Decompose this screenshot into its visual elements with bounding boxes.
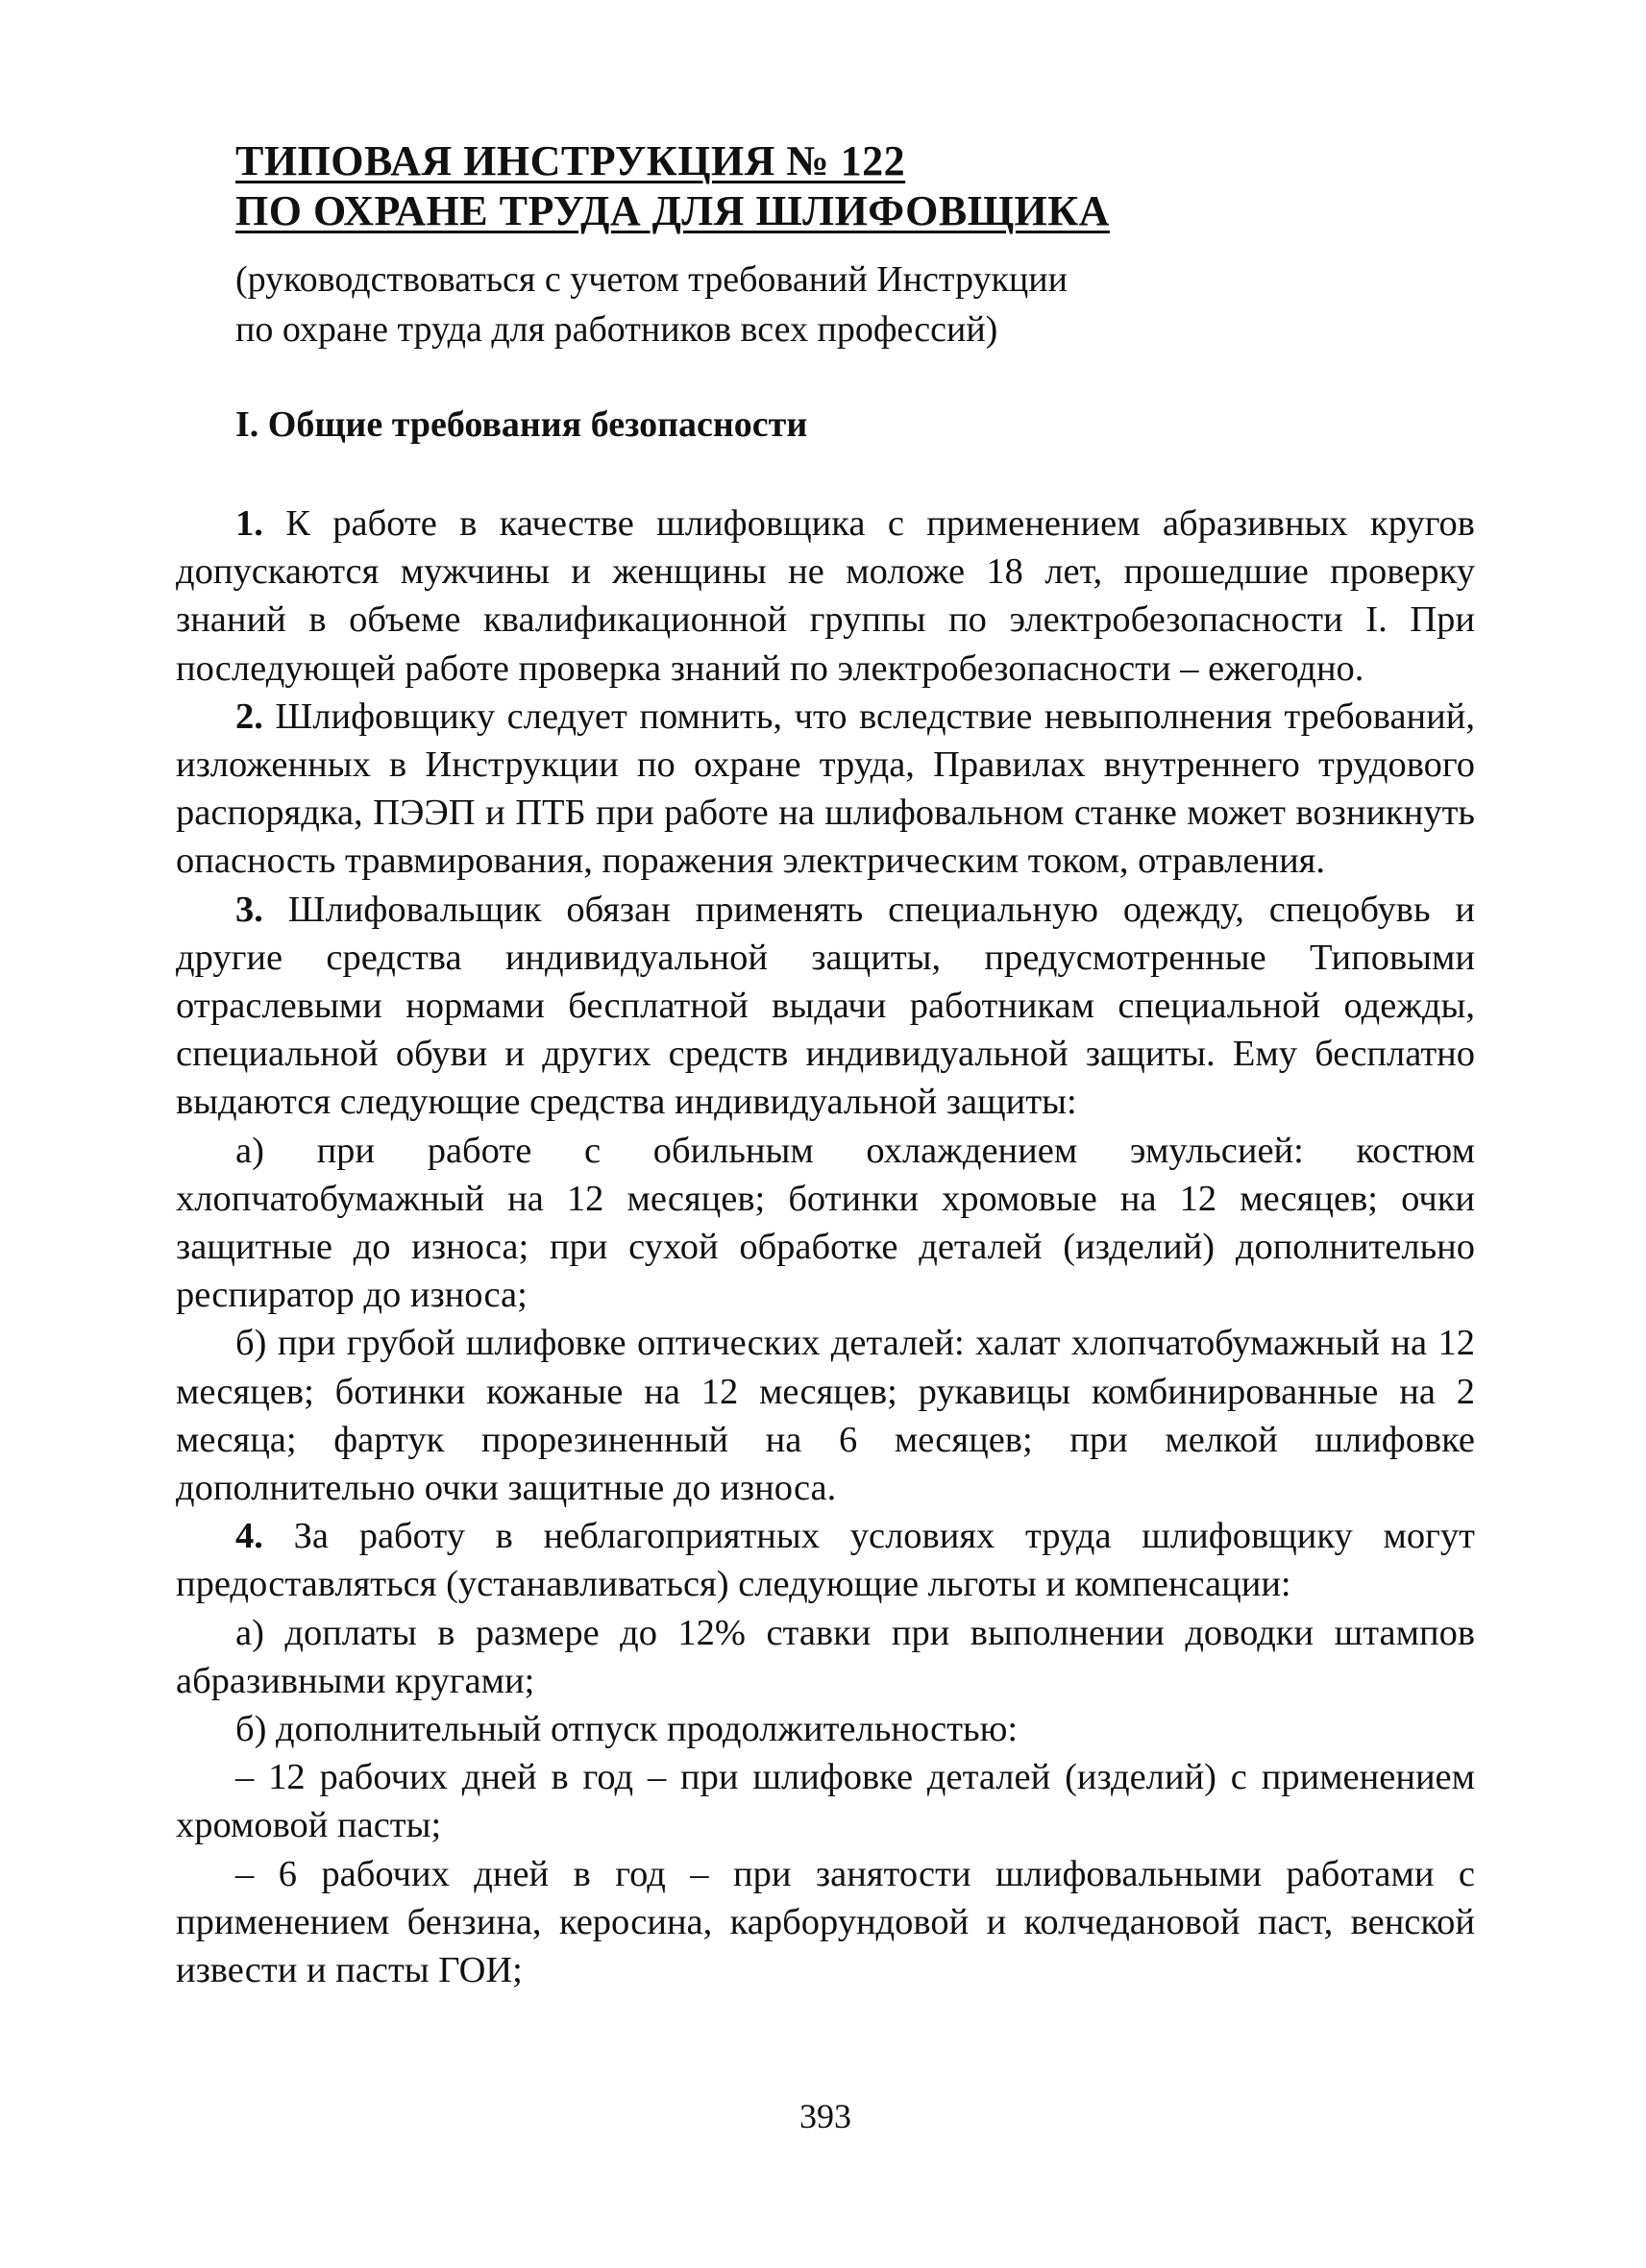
paragraph-text: б) дополнительный отпуск продолжительностью: [235, 1709, 1019, 1750]
paragraph-1 [176, 500, 1475, 693]
title-line-2: ПО ОХРАНЕ ТРУДА ДЛЯ ШЛИФОВЩИКА [235, 187, 1110, 234]
paragraph-text: Шлифовщику следует помнить, что вследствие невыполнения требований, изложенных в Инструкции по охране труда, Правилах внутреннего трудового распорядка, ПЭЭП и ПТБ при работе на шлифовальном станке может возникнуть опасность травмирования, поражения электрическим током, отравления. [176, 695, 1475, 882]
paragraph-4 [176, 1512, 1475, 1608]
paragraph-4b [176, 1705, 1475, 1753]
paragraph-4b-item-2 [176, 1850, 1475, 1995]
paragraph-text: – 6 рабочих дней в год – при занятости шлифовальными работами с применением бензина, керосина, карборундовой и колчедановой паст, венской извести и пасты ГОИ; [176, 1853, 1475, 1991]
paragraph-text: К работе в качестве шлифовщика с применением абразивных кругов допускаются мужчины и женщины не моложе 18 лет, прошедшие проверку знаний в объеме квалификационной группы по электробезопасности I. При последующей работе проверка знаний по электробезопасности – ежегодно. [176, 503, 1475, 689]
section-heading: I. Общие требования безопасности [235, 404, 808, 445]
paragraph-3b [176, 1319, 1475, 1512]
subtitle-line-2: по охране труда для работников всех профессий) [235, 309, 998, 350]
paragraph-number: 2. [235, 695, 263, 737]
document-title [235, 136, 1110, 236]
paragraph-text: а) доплаты в размере до 12% ставки при выполнении доводки штампов абразивными кругами; [176, 1612, 1475, 1701]
paragraph-4b-item-1 [176, 1753, 1475, 1849]
body-text [176, 500, 1475, 1994]
paragraph-number: 1. [235, 503, 263, 544]
paragraph-text: За работу в неблагоприятных условиях труда шлифовщику могут предоставляться (устанавливаться) следующие льготы и компенсации: [176, 1516, 1475, 1605]
page-number: 393 [799, 2097, 851, 2135]
paragraph-text: Шлифовальщик обязан применять специальную одежду, спецобувь и другие средства индивидуальной защиты, предусмотренные Типовыми отраслевыми нормами бесплатной выдачи работникам специальной одежды, специальной обуви и других средств индивидуальной защиты. Ему бесплатно выдаются следующие средства индивидуальной защиты: [176, 889, 1475, 1123]
paragraph-4a [176, 1609, 1475, 1705]
paragraph-number: 4. [235, 1516, 263, 1557]
document-subtitle [235, 255, 1068, 354]
subtitle-line-1: (руководствоваться с учетом требований Инструкции [235, 259, 1068, 300]
paragraph-3 [176, 886, 1475, 1127]
document-page [176, 0, 1475, 2268]
title-line-1: ТИПОВАЯ ИНСТРУКЦИЯ № 122 [235, 137, 906, 184]
paragraph-text: а) при работе с обильным охлаждением эмульсией: костюм хлопчатобумажный на 12 месяцев; ботинки хромовые на 12 месяцев; очки защитные до износа; при сухой обработке деталей (изделий) дополнительно респиратор до износа; [176, 1130, 1475, 1316]
paragraph-text: – 12 рабочих дней в год – при шлифовке деталей (изделий) с применением хромовой пасты; [176, 1757, 1475, 1846]
paragraph-number: 3. [235, 889, 263, 930]
paragraph-2 [176, 693, 1475, 886]
paragraph-text: б) при грубой шлифовке оптических деталей: халат хлопчатобумажный на 12 месяцев; ботинки кожаные на 12 месяцев; рукавицы комбинированные на 2 месяца; фартук прорезиненный на 6 месяцев; при мелкой шлифовке дополнительно очки защитные до износа. [176, 1323, 1475, 1509]
paragraph-3a [176, 1127, 1475, 1320]
